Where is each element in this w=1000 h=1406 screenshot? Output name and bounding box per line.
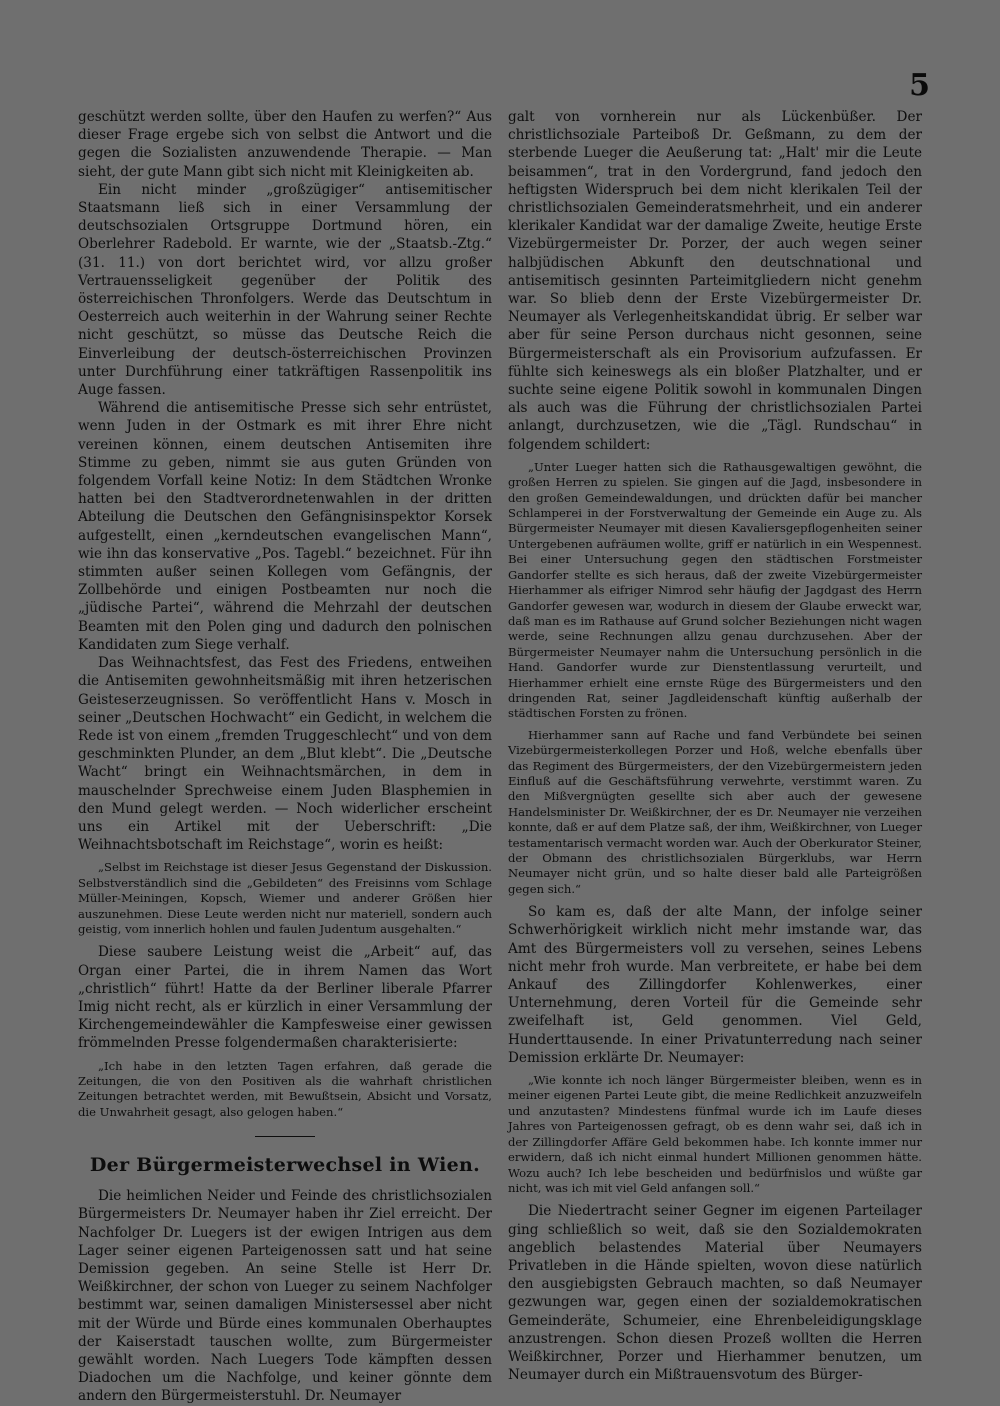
- right-column: [508, 108, 922, 1384]
- quotation: „Selbst im Reichstage ist dieser Jesus Gegenstand der Diskussion. Selbstverständlich sind die „Gebildeten“ des Freisinns vom Schlage Müller-Meiningen, Kopsch, Wiemer und anderer Größen hier auszunehmen. Diese Leute werden nicht nur materiell, sondern auch geistig, vom innerlich hohlen und faulen Judentum ausgehalten.“: [78, 860, 492, 936]
- quotation: „Wie konnte ich noch länger Bürgermeister bleiben, wenn es in meiner eigenen Partei Leute gibt, die meine Redlichkeit anzuzweifeln und anzutasten? Mindestens fünfmal wurde ich im Laufe dieses Jahres von Parteigenossen gefragt, ob es denn wahr sei, daß ich in der Zillingdorfer Affäre Geld bekommen habe. Ich konnte immer nur erwidern, daß ich nicht einmal hundert Millionen genommen hätte. Wozu auch? Ich lebe bescheiden und bedürfnislos und wüßte gar nicht, was ich mit viel Geld anfangen soll.“: [508, 1073, 922, 1195]
- paragraph: Das Weihnachtsfest, das Fest des Friedens, entweihen die Antisemiten gewohnheitsmäßig mit ihren hetzerischen Geisteserzeugnissen. So veröffentlicht Hans v. Mosch in seiner „Deutschen Hochwacht“ ein Gedicht, in welchem die Rede ist von einem „fremden Truggeschlecht“ und von dem geschminkten Plunder, an dem „Blut klebt“. Die „Deutsche Wacht“ bringt ein Weihnachtsmärchen, in dem in mauschelnder Sprechweise einem Juden Blasphemien in den Mund gelegt werden. — Noch widerlicher erscheint uns ein Artikel mit der Ueberschrift: „Die Weihnachtsbotschaft im Reichstage“, worin es heißt:: [78, 655, 492, 854]
- quotation: Hierhammer sann auf Rache und fand Verbündete bei seinen Vizebürgermeisterkollegen Porzer und Hoß, welche ebenfalls über das Regiment des Bürgermeisters, der den Vizebürgermeistern jeden Einfluß auf die Geschäftsführung verwehrte, verstimmt waren. Zu den Mißvergnügten gesellte sich aber auch der gewesene Handelsminister Dr. Weißkirchner, der es Dr. Neumayer nie verzeihen konnte, daß er auf dem Platze saß, der ihm, Weißkirchner, von Lueger testamentarisch vermacht worden war. Auch der Oberkurator Steiner, der Obmann des christlichsozialen Bürgerklubs, war Herrn Neumayer nicht grün, und so halte dieser bald alle Parteigrößen gegen sich.“: [508, 727, 922, 896]
- section-divider: [255, 1136, 315, 1137]
- paragraph: geschützt werden sollte, über den Haufen zu werfen?“ Aus dieser Frage ergebe sich von selbst die Antwort und die gegen die Sozialisten anzuwendende Therapie. — Man sieht, der gute Mann gibt sich nicht mit Kleinigkeiten ab.: [78, 109, 492, 180]
- paragraph: Ein nicht minder „großzügiger“ antisemitischer Staatsmann ließ sich in einer Versammlung der deutschsozialen Ortsgruppe Dortmund hören, ein Oberlehrer Radebold. Er warnte, wie der „Staatsb.-Ztg.“ (31. 11.) von dort berichtet wird, vor allzu großer Vertrauensseligkeit gegenüber der Politik des österreichischen Thronfolgers. Werde das Deutschtum in Oesterreich auch weiterhin in der Wahrung seiner Rechte nicht geschützt, so müsse das Deutsche Reich die Einverleibung der deutsch-österreichischen Provinzen unter Durchführung einer tatkräftigen Rassenpolitik ins Auge fassen.: [78, 181, 492, 399]
- paragraph: So kam es, daß der alte Mann, der infolge seiner Schwerhörigkeit wirklich nicht mehr imstande war, das Amt des Bürgermeisters voll zu versehen, seines Lebens nicht mehr froh wurde. Man verbreitete, er habe bei dem Ankauf des Zillingdorfer Kohlenwerkes, einer Unternehmung, deren Vorteil für die Gemeinde sehr zweifelhaft ist, Geld genommen. Viel Geld, Hunderttausende. In einer Privatunterredung nach seiner Demission erklärte Dr. Neumayer:: [508, 904, 922, 1066]
- paragraph: Während die antisemitische Presse sich sehr entrüstet, wenn Juden in der Ostmark es mit ihrer Ehre nicht vereinen können, einem deutschen Antisemiten ihre Stimme zu geben, nimmt sie aus guten Gründen von folgendem Vorfall keine Notiz: In dem Städtchen Wronke hatten bei den Stadtverordnetenwahlen in der dritten Abteilung die Deutschen den Gefängnisinspektor Korsek aufgestellt, einen „kerndeutschen evangelischen Mann“, wie ihn das konservative „Pos. Tagebl.“ bezeichnet. Für ihn stimmten außer seinen Kollegen vom Gefängnis, der Zollbehörde und einigen Postbeamten nur noch die „jüdische Partei“, während die Mehrzahl der deutschen Beamten mit den Polen ging und dadurch den polnischen Kandidaten zum Siege verhalf.: [78, 400, 492, 653]
- paragraph: galt von vornherein nur als Lückenbüßer. Der christlichsoziale Parteiboß Dr. Geßmann, zu dem der sterbende Lueger die Aeußerung tat: „Halt' mir die Leute beisammen“, trat in den Vordergrund, fand jedoch den heftigsten Widerspruch bei dem nicht klerikalen Teil der christlichsozialen Gemeinderatsmehrheit, und ein anderer klerikaler Kandidat war der damalige Zweite, heutige Erste Vizebürgermeister Dr. Porzer, der auch wegen seiner halbjüdischen Abkunft den deutschnational und antisemitisch gesinnten Parteimitgliedern nicht genehm war. So blieb denn der Erste Vizebürgermeister Dr. Neumayer als Verlegenheitskandidat übrig. Er selber war aber für seine Person durchaus nicht gesonnen, seine Bürgermeisterschaft als ein Provisorium aufzufassen. Er fühlte sich keineswegs als ein bloßer Platzhalter, und er suchte seine eigene Politik sowohl in kommunalen Dingen als auch was die Führung der christlichsozialen Partei anlangt, durchzusetzen, wie die „Tägl. Rundschau“ in folgendem schildert:: [508, 109, 922, 453]
- article-headline: Der Bürgermeisterwechsel in Wien.: [89, 1154, 481, 1177]
- page-number: 5: [909, 68, 930, 103]
- paragraph: Diese saubere Leistung weist die „Arbeit“ auf, das Organ einer Partei, die in ihrem Namen das Wort „christlich“ führt! Hatte da der Berliner liberale Pfarrer Imig nicht recht, als er kürzlich in einer Versammlung der Kirchengemeindewähler die Kampfesweise einer gewissen frömmelnden Presse folgendermaßen charakterisierte:: [78, 944, 492, 1052]
- paragraph: Die heimlichen Neider und Feinde des christlichsozialen Bürgermeisters Dr. Neumayer haben ihr Ziel erreicht. Der Nachfolger Dr. Luegers ist der ewigen Intrigen aus dem Lager seiner eigenen Parteigenossen satt und hat seine Demission gegeben. An seine Stelle ist Herr Dr. Weißkirchner, der schon von Lueger zu seinem Nachfolger bestimmt war, seinen damaligen Ministersessel aber nicht mit der Würde und Bürde eines kommunalen Oberhauptes der Kaiserstadt tauschen wollte, zum Bürgermeister gewählt worden. Nach Luegers Tode kämpften dessen Diadochen um die Nachfolge, und keiner gönnte dem andern den Bürgermeisterstuhl. Dr. Neumayer: [78, 1188, 492, 1405]
- left-column: [78, 108, 492, 1405]
- quotation: „Ich habe in den letzten Tagen erfahren, daß gerade die Zeitungen, die von den Positiven als die wahrhaft christlichen Zeitungen betrachtet werden, mit Bewußtsein, Absicht und Vorsatz, die Unwahrheit gesagt, also gelogen haben.“: [78, 1058, 492, 1119]
- quotation: „Unter Lueger hatten sich die Rathausgewaltigen gewöhnt, die großen Herren zu spielen. Sie gingen auf die Jagd, insbesondere in den großen Gemeindewaldungen, und drückten dafür bei mancher Schlamperei in der Forstverwaltung der Gemeinde ein Auge zu. Als Bürgermeister Neumayer mit diesen Kavaliersgepflogenheiten seiner Untergebenen aufräumen wollte, griff er natürlich in ein Wespennest. Bei einer Untersuchung gegen den städtischen Forstmeister Gandorfer stellte es sich heraus, daß der zweite Vizebürgermeister Hierhammer als eifriger Nimrod sehr häufig der Jagdgast des Herrn Gandorfer gewesen war, wodurch in diesem der Glaube erweckt war, daß man es im Rathause auf Grund solcher Beziehungen nicht wagen werde, seine Rechnungen allzu genau durchzusehen. Aber der Bürgermeister Neumayer nahm die Untersuchung persönlich in die Hand. Gandorfer wurde zur Dienstentlassung verurteilt, und Hierhammer erhielt eine ernste Rüge des Bürgermeisters und den dringenden Rat, seiner Jagdleidenschaft künftig außerhalb der städtischen Forsten zu frönen.: [508, 459, 922, 721]
- paragraph: Die Niedertracht seiner Gegner im eigenen Parteilager ging schließlich so weit, daß sie den Sozialdemokraten angeblich belastendes Material über Neumayers Privatleben in die Hände spielten, wovon diese natürlich den ausgiebigsten Gebrauch machten, so daß Neumayer gezwungen war, gegen einen der sozialdemokratischen Gemeinderäte, Schumeier, eine Ehrenbeleidigungsklage anzustrengen. Schon diesen Prozeß wollten die Herren Weißkirchner, Porzer und Hierhammer benutzen, um Neumayer durch ein Mißtrauensvotum des Bürger-: [508, 1203, 922, 1384]
